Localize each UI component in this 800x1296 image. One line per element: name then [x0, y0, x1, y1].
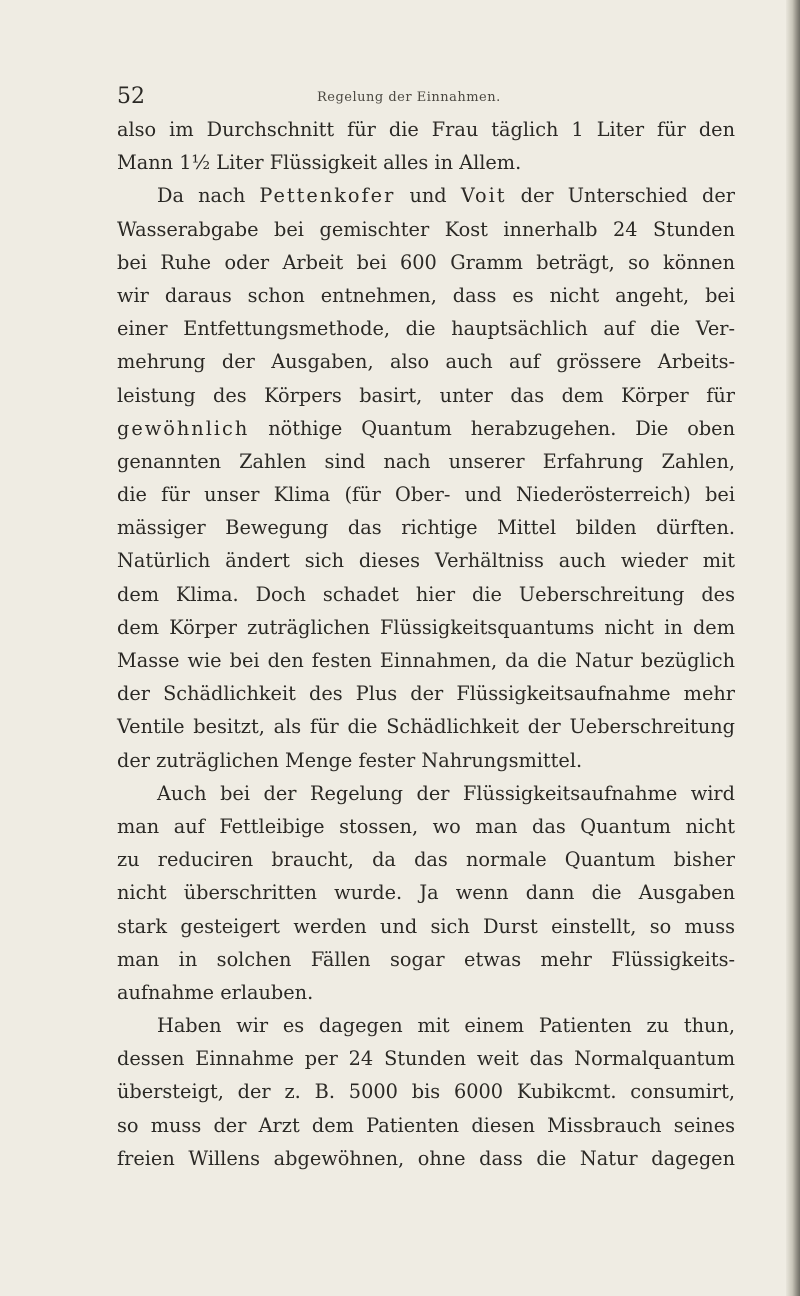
body-text	[117, 113, 735, 1175]
text-line: Da nach Pettenkofer und Voit der Unterschied der	[157, 184, 735, 208]
text-line: aufnahme erlauben.	[117, 980, 314, 1004]
page-number: 52	[117, 84, 145, 109]
text-line: Wasserabgabe bei gemischter Kost innerhalb 24 Stunden	[117, 217, 735, 241]
text-line: nicht überschritten wurde. Ja wenn dann die Ausgaben	[117, 881, 735, 905]
text-line: der zuträglichen Menge fester Nahrungsmittel.	[117, 748, 583, 772]
text-line: mehrung der Ausgaben, also auch auf grössere Arbeits-	[117, 350, 735, 374]
text-line: dem Klima. Doch schadet hier die Ueberschreitung des	[117, 582, 735, 606]
text-line: dem Körper zuträglichen Flüssigkeitsquantums nicht in dem	[117, 615, 735, 639]
text-line: so muss der Arzt dem Patienten diesen Missbrauch seines	[117, 1113, 735, 1137]
text-line: Natürlich ändert sich dieses Verhältniss auch wieder mit	[117, 549, 735, 573]
text-line: Haben wir es dagegen mit einem Patienten zu thun,	[157, 1014, 735, 1038]
text-line: leistung des Körpers basirt, unter das dem Körper für	[117, 383, 735, 407]
text-line: der Schädlichkeit des Plus der Flüssigkeitsaufnahme mehr	[117, 682, 735, 706]
text-line: stark gesteigert werden und sich Durst einstellt, so muss	[117, 914, 735, 938]
text-line: freien Willens abgewöhnen, ohne dass die Natur dagegen	[117, 1146, 735, 1170]
text-line: wir daraus schon entnehmen, dass es nicht angeht, bei	[117, 283, 735, 307]
text-line: Auch bei der Regelung der Flüssigkeitsaufnahme wird	[157, 781, 735, 805]
page-header	[117, 84, 717, 114]
text-line: also im Durchschnitt für die Frau täglich 1 Liter für den	[117, 118, 735, 141]
running-head: Regelung der Einnahmen.	[317, 90, 501, 105]
text-line: mässiger Bewegung das richtige Mittel bilden dürften.	[117, 516, 735, 540]
text-line: bei Ruhe oder Arbeit bei 600 Gramm beträgt, so können	[117, 250, 735, 274]
text-line: man in solchen Fällen sogar etwas mehr Flüssigkeits-	[117, 947, 735, 971]
text-line: übersteigt, der z. B. 5000 bis 6000 Kubikcmt. consumirt,	[117, 1080, 735, 1104]
text-line: Mann 1½ Liter Flüssigkeit alles in Allem.	[117, 151, 522, 175]
text-line: die für unser Klima (für Ober- und Niederösterreich) bei	[117, 483, 735, 507]
text-line: gewöhnlich nöthige Quantum herabzugehen. Die oben	[117, 416, 735, 440]
text-line: zu reduciren braucht, da das normale Quantum bisher	[117, 848, 735, 872]
text-line: Masse wie bei den festen Einnahmen, da die Natur bezüglich	[117, 649, 735, 672]
page-edge-shadow	[786, 0, 800, 1296]
text-line: dessen Einnahme per 24 Stunden weit das Normalquantum	[117, 1047, 735, 1071]
text-line: einer Entfettungsmethode, die hauptsächlich auf die Ver-	[117, 317, 735, 341]
text-line: man auf Fettleibige stossen, wo man das Quantum nicht	[117, 814, 735, 838]
text-line: genannten Zahlen sind nach unserer Erfahrung Zahlen,	[117, 449, 735, 473]
text-line: Ventile besitzt, als für die Schädlichkeit der Ueberschreitung	[117, 715, 735, 739]
